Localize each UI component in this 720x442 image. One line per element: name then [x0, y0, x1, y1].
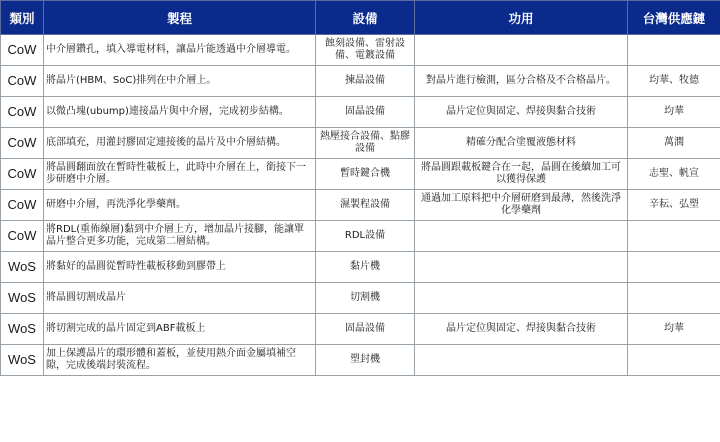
category-cell: WoS — [1, 314, 44, 345]
supply-chain-cell — [628, 252, 720, 283]
header-process: 製程 — [44, 1, 316, 35]
supply-chain-cell: 均華 — [628, 314, 720, 345]
category-cell: CoW — [1, 128, 44, 159]
category-cell: CoW — [1, 190, 44, 221]
function-cell — [415, 221, 628, 252]
process-cell: 將黏好的晶圓從暫時性載板移動到膠帶上 — [44, 252, 316, 283]
process-cell: 將晶片(HBM、SoC)排列在中介層上。 — [44, 66, 316, 97]
supply-chain-cell: 辛耘、弘塑 — [628, 190, 720, 221]
equipment-cell: 黏片機 — [316, 252, 415, 283]
function-cell: 晶片定位與固定、焊接與黏合技術 — [415, 97, 628, 128]
table-row — [1, 66, 720, 97]
process-cell: 將晶圓切割成晶片 — [44, 283, 316, 314]
table-row — [1, 97, 720, 128]
table-row — [1, 221, 720, 252]
function-cell — [415, 283, 628, 314]
table-row — [1, 159, 720, 190]
function-cell — [415, 35, 628, 66]
process-cell: 底部填充，用灌封膠固定連接後的晶片及中介層結構。 — [44, 128, 316, 159]
header-row — [1, 1, 720, 35]
category-cell: WoS — [1, 345, 44, 376]
table-row — [1, 128, 720, 159]
supply-chain-cell — [628, 345, 720, 376]
function-cell: 對晶片進行檢測，區分合格及不合格晶片。 — [415, 66, 628, 97]
process-cell: 研磨中介層，再洗淨化學藥劑。 — [44, 190, 316, 221]
process-cell: 加上保護晶片的環形體和蓋板，並使用熱介面金屬填補空隙，完成後端封裝流程。 — [44, 345, 316, 376]
equipment-cell: 固晶設備 — [316, 97, 415, 128]
category-cell: CoW — [1, 97, 44, 128]
process-cell: 將RDL(重佈線層)黏到中介層上方，增加晶片接腳，能讓單晶片整合更多功能，完成第二層結構。 — [44, 221, 316, 252]
process-cell: 將晶圓翻面放在暫時性載板上，此時中介層在上，銜接下一步研磨中介層。 — [44, 159, 316, 190]
table-row — [1, 190, 720, 221]
function-cell — [415, 345, 628, 376]
supply-chain-cell: 志聖、帆宣 — [628, 159, 720, 190]
table-row — [1, 345, 720, 376]
equipment-cell: 熱壓接合設備、點膠設備 — [316, 128, 415, 159]
equipment-cell: 塑封機 — [316, 345, 415, 376]
equipment-cell: 切割機 — [316, 283, 415, 314]
function-cell — [415, 252, 628, 283]
table-row — [1, 252, 720, 283]
process-cell: 中介層鑽孔，填入導電材料，讓晶片能透過中介層導電。 — [44, 35, 316, 66]
table-row — [1, 35, 720, 66]
supply-chain-cell: 均華、牧德 — [628, 66, 720, 97]
header-function: 功用 — [415, 1, 628, 35]
supply-chain-cell: 均華 — [628, 97, 720, 128]
equipment-cell: 揀晶設備 — [316, 66, 415, 97]
supply-chain-cell: 萬潤 — [628, 128, 720, 159]
function-cell: 通過加工原料把中介層研磨到最薄，然後洗淨化學藥劑 — [415, 190, 628, 221]
supply-chain-cell — [628, 35, 720, 66]
equipment-cell: RDL設備 — [316, 221, 415, 252]
equipment-cell: 固晶設備 — [316, 314, 415, 345]
function-cell: 將晶圓跟載板鍵合在一起，晶圓在後續加工可以獲得保護 — [415, 159, 628, 190]
process-cell: 以微凸塊(ubump)連接晶片與中介層，完成初步結構。 — [44, 97, 316, 128]
header-supply-chain: 台灣供應鏈 — [628, 1, 720, 35]
header-equipment: 設備 — [316, 1, 415, 35]
table-row — [1, 283, 720, 314]
process-cell: 將切割完成的晶片固定到ABF載板上 — [44, 314, 316, 345]
category-cell: WoS — [1, 283, 44, 314]
category-cell: CoW — [1, 35, 44, 66]
header-category: 類別 — [1, 1, 44, 35]
equipment-cell: 濕製程設備 — [316, 190, 415, 221]
function-cell: 晶片定位與固定、焊接與黏合技術 — [415, 314, 628, 345]
supply-chain-cell — [628, 221, 720, 252]
category-cell: CoW — [1, 221, 44, 252]
function-cell: 精確分配合塗覆液態材料 — [415, 128, 628, 159]
equipment-cell: 暫時鍵合機 — [316, 159, 415, 190]
category-cell: WoS — [1, 252, 44, 283]
category-cell: CoW — [1, 159, 44, 190]
equipment-cell: 蝕刻設備、雷射設備、電鍍設備 — [316, 35, 415, 66]
category-cell: CoW — [1, 66, 44, 97]
table-row — [1, 314, 720, 345]
supply-chain-cell — [628, 283, 720, 314]
